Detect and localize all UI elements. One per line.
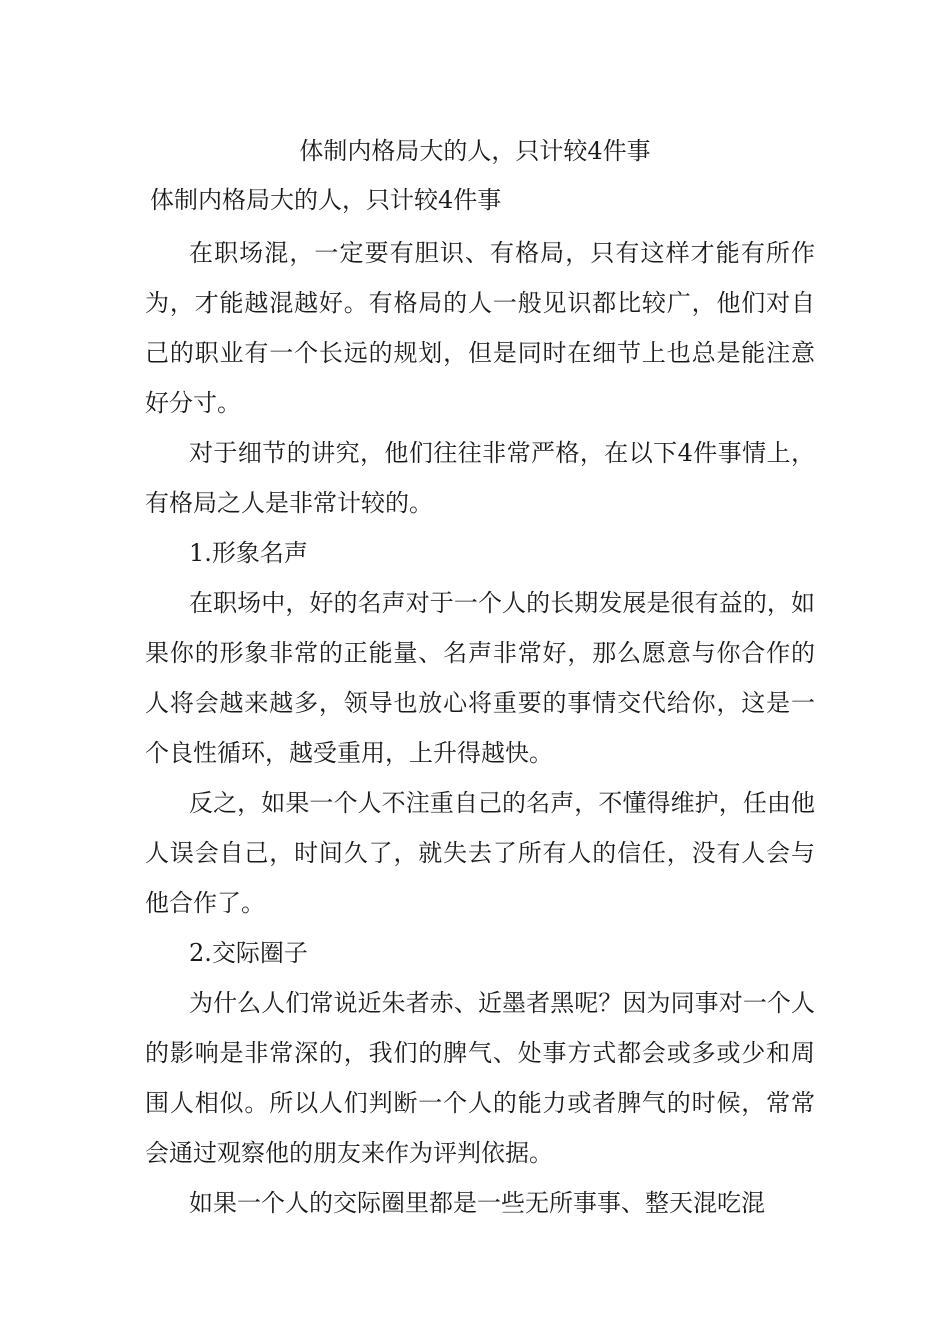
document-body — [145, 228, 815, 1228]
paragraph: 为什么人们常说近朱者赤、近墨者黑呢？因为同事对一个人的影响是非常深的，我们的脾气、处事方式都会或多或少和周围人相似。所以人们判断一个人的能力或者脾气的时候，常常会通过观察他的朋友来作为评判依据。 — [145, 989, 815, 1167]
paragraph: 如果一个人的交际圈里都是一些无所事事、整天混吃混 — [189, 1189, 765, 1217]
paragraph: 对于细节的讲究，他们往往非常严格，在以下4件事情上，有格局之人是非常计较的。 — [145, 439, 815, 517]
document-subtitle: 体制内格局大的人，只计较4件事 — [150, 186, 502, 214]
document-title: 体制内格局大的人，只计较4件事 — [299, 137, 651, 165]
section-heading: 2.交际圈子 — [189, 939, 308, 967]
paragraph: 在职场中，好的名声对于一个人的长期发展是很有益的，如果你的形象非常的正能量、名声非常好，那么愿意与你合作的人将会越来越多，领导也放心将重要的事情交代给你，这是一个良性循环，越受重用，上升得越快。 — [145, 589, 815, 767]
section-heading: 1.形象名声 — [189, 539, 308, 567]
paragraph: 反之，如果一个人不注重自己的名声，不懂得维护，任由他人误会自己，时间久了，就失去了所有人的信任，没有人会与他合作了。 — [145, 789, 815, 917]
paragraph: 在职场混，一定要有胆识、有格局，只有这样才能有所作为，才能越混越好。有格局的人一般见识都比较广，他们对自己的职业有一个长远的规划，但是同时在细节上也总是能注意好分寸。 — [145, 239, 815, 417]
